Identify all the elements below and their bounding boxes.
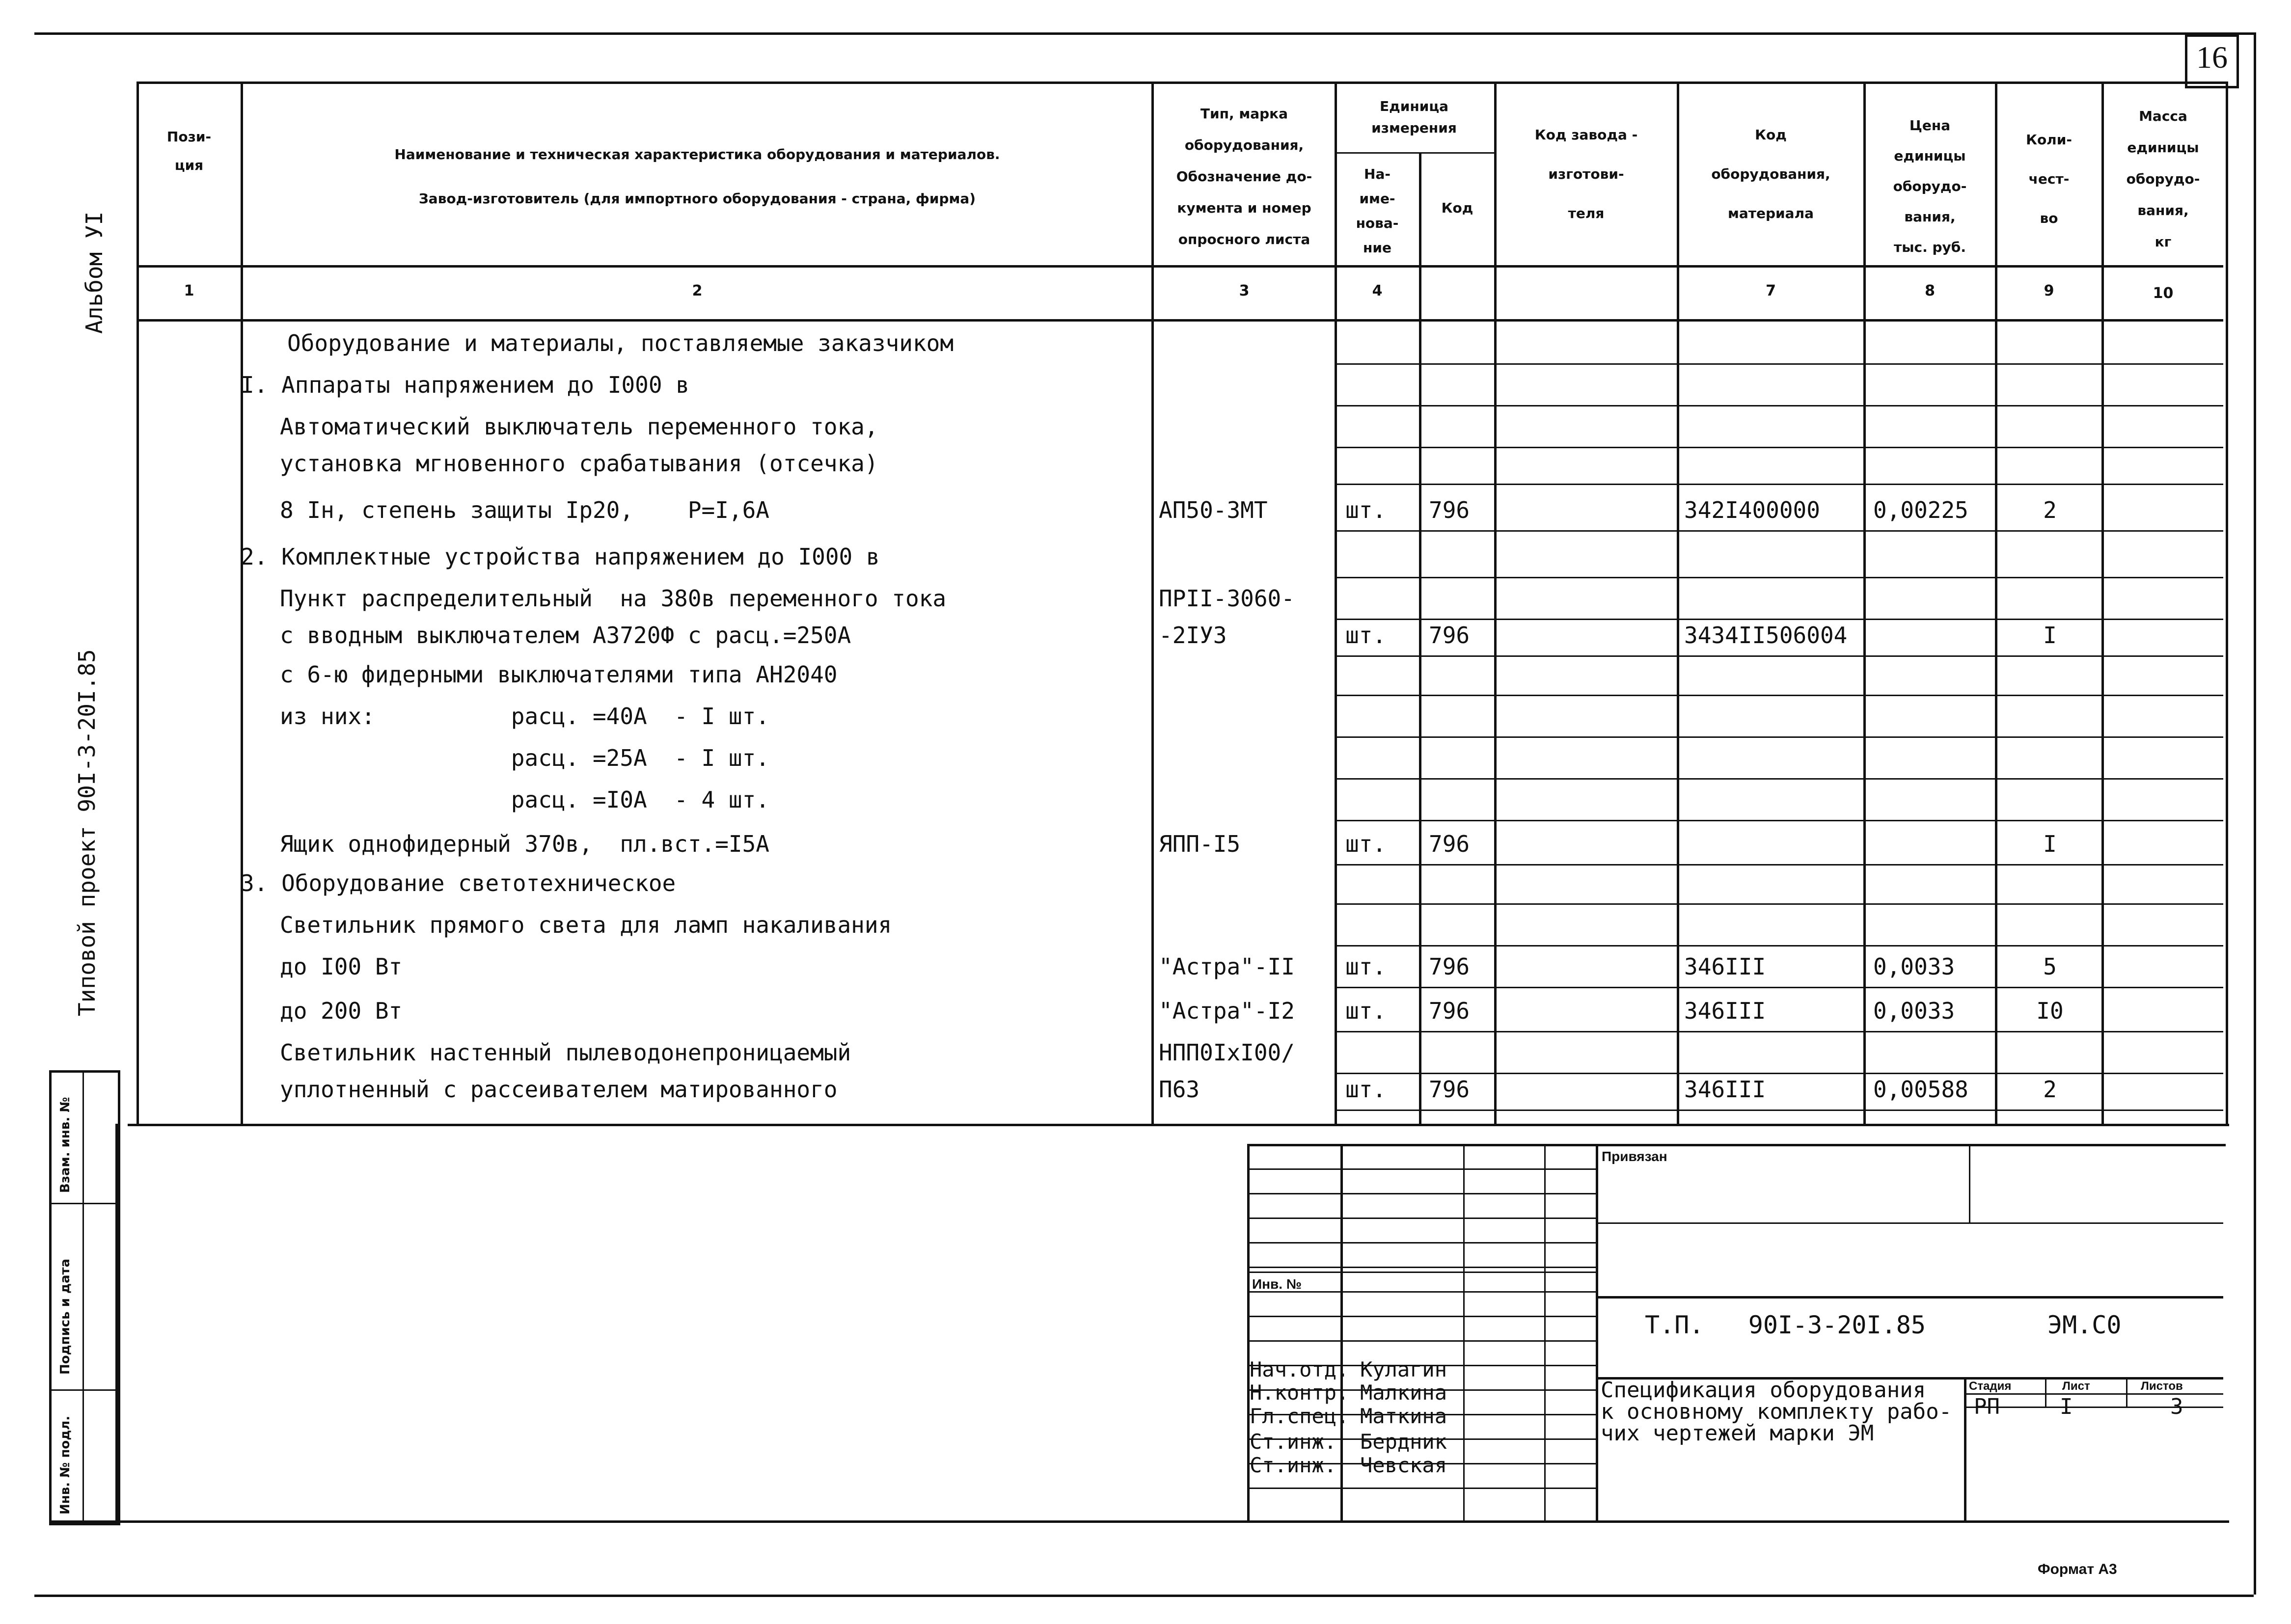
row-line — [1335, 530, 2223, 532]
cell-name: I. Аппараты напряжением до I000 в — [241, 372, 689, 398]
tb-inv-line — [1247, 1272, 1596, 1273]
frame-top-line — [34, 32, 2254, 35]
tb-privyazan-line — [1596, 1222, 2223, 1224]
header-mass: Масса единицы оборудо- вания, кг — [2126, 108, 2200, 250]
cell-price: 0,0033 — [1873, 998, 1955, 1024]
cell-name: 2. Комплектные устройства напряжением до I000 в — [241, 543, 880, 570]
row-line — [1335, 1073, 2223, 1074]
col-number-7: 7 — [1766, 282, 1776, 299]
row-line — [1335, 447, 2223, 448]
frame-bottom-line — [34, 1595, 2254, 1597]
row-line — [1335, 695, 2223, 696]
row-line — [1335, 945, 2223, 947]
tb-stage-line2 — [1964, 1407, 2223, 1408]
tb-signature-name: Маткина — [1360, 1404, 1447, 1428]
cell-unit: шт. — [1345, 497, 1387, 523]
header-factory-code: Код завода - изготови- теля — [1534, 127, 1638, 221]
tb-stage-label: Стадия — [1969, 1380, 2012, 1393]
project-label: Типовой проект 90I-3-20I.85 — [74, 649, 100, 1016]
cell-unit: шт. — [1345, 953, 1387, 980]
tb-signature-name: Бердник — [1360, 1430, 1447, 1454]
tb-signature-role: Гл.спец. — [1250, 1404, 1349, 1428]
cell-code: 342I400000 — [1684, 497, 1820, 523]
row-line — [1335, 577, 2223, 578]
tb-sheet-value: I — [2060, 1394, 2073, 1419]
table-bottom-line — [128, 1124, 2229, 1126]
col-sep-1 — [241, 81, 243, 1124]
tb-signature-role: Н.контр. — [1250, 1380, 1349, 1405]
tb-signature-role: Нач.отд. — [1250, 1357, 1349, 1381]
tb-sheet-sep — [2045, 1377, 2046, 1407]
row-line — [1335, 405, 2223, 406]
tb-grid-line — [1247, 1340, 1596, 1342]
cell-qty: I — [2043, 831, 2057, 857]
cell-unit-code: 796 — [1429, 622, 1470, 649]
cell-name: уплотненный с рассеивателем матированного — [280, 1076, 838, 1103]
cell-type: "Астра"-II — [1159, 953, 1295, 980]
cell-name: до 200 Вт — [280, 998, 403, 1024]
cell-price: 0,0033 — [1873, 953, 1955, 980]
row-line — [1335, 1110, 2223, 1111]
cell-unit: шт. — [1345, 1076, 1387, 1103]
row-line — [1335, 655, 2223, 657]
col-number-10: 10 — [2153, 285, 2174, 302]
cell-name: 3. Оборудование светотехническое — [241, 870, 676, 896]
row-line — [1335, 619, 2223, 620]
numbers-bottom-line — [136, 319, 2223, 322]
cell-type: -2IУ3 — [1159, 622, 1227, 649]
tb-title: Спецификация оборудования к основному комплекту рабо- чих чертежей марки ЭМ — [1601, 1378, 1952, 1446]
tb-signature-name: Малкина — [1360, 1380, 1447, 1405]
header-bottom-line — [136, 265, 2223, 268]
tb-sheets-sep — [2126, 1377, 2127, 1407]
cell-qty: 2 — [2043, 497, 2057, 523]
header-equipment-code: Код оборудования, материала — [1711, 127, 1830, 221]
tb-signature-role: Ст.инж. — [1250, 1453, 1337, 1477]
tb-signature-role: Ст.инж. — [1250, 1430, 1337, 1454]
cell-code: 346III — [1684, 998, 1766, 1024]
cell-unit-code: 796 — [1429, 953, 1470, 980]
cell-code: 346III — [1684, 953, 1766, 980]
header-type: Тип, марка оборудования, Обозначение до- кумента и номер опросного листа — [1176, 106, 1312, 247]
cell-type: ЯПП-I5 — [1159, 831, 1241, 857]
cell-unit: шт. — [1345, 622, 1387, 649]
row-line — [1335, 864, 2223, 866]
cell-type: АП50-3МТ — [1159, 497, 1268, 523]
cell-qty: I0 — [2036, 998, 2064, 1024]
tb-signature-name: Кулагин — [1360, 1357, 1447, 1381]
cell-name: Оборудование и материалы, поставляемые заказчиком — [287, 330, 954, 356]
cell-name: из них: расц. =40А - I шт. — [280, 703, 769, 730]
cell-code: 346III — [1684, 1076, 1766, 1103]
page-number: 16 — [2196, 40, 2228, 75]
cell-qty: 5 — [2043, 953, 2057, 980]
tb-doc-code: Т.П. 90I-3-20I.85 — [1645, 1311, 1926, 1339]
cell-name: Пункт распределительный на 380в переменного тока — [280, 585, 947, 612]
table-left-line — [136, 81, 139, 1124]
cell-code: 3434II506004 — [1684, 622, 1848, 649]
side-stamp-sep — [82, 1070, 84, 1520]
tb-grid-line — [1247, 1193, 1596, 1194]
cell-name: с 6-ю фидерными выключателями типа АН2040 — [280, 661, 838, 688]
header-position: Пози- ция — [166, 129, 212, 173]
tb-grid-line — [1247, 1168, 1596, 1170]
row-line — [1335, 987, 2223, 988]
cell-unit-code: 796 — [1429, 497, 1470, 523]
tb-grid-line — [1247, 1316, 1596, 1317]
row-line — [1335, 778, 2223, 780]
tb-signature-name: Чевская — [1360, 1453, 1447, 1477]
cell-name: Светильник настенный пылеводонепроницаемый — [280, 1039, 851, 1066]
col-sep-5 — [1494, 81, 1497, 1124]
row-line — [1335, 1031, 2223, 1032]
stamp-inv-podl: Инв. № подл. — [58, 1415, 73, 1515]
row-line — [1335, 903, 2223, 905]
tb-sheet-label: Лист — [2062, 1380, 2090, 1393]
header-price: Цена единицы оборудо- вания, тыс. руб. — [1893, 117, 1967, 255]
cell-qty: I — [2043, 622, 2057, 649]
cell-price: 0,00588 — [1873, 1076, 1968, 1103]
tb-grid-line — [1247, 1218, 1596, 1219]
row-line — [1335, 363, 2223, 365]
tb-privyazan-label: Привязан — [1602, 1149, 1667, 1164]
cell-name: расц. =25А - I шт. — [280, 745, 769, 771]
tb-stage-line1 — [1964, 1393, 2223, 1395]
stamp-vzam-inv: Взам. инв. № — [58, 1097, 73, 1193]
cell-type: П63 — [1159, 1076, 1200, 1103]
tb-sep-d — [1596, 1144, 1598, 1520]
cell-name: расц. =I0А - 4 шт. — [280, 786, 769, 813]
tb-grid-line — [1247, 1267, 1596, 1268]
side-stamp-line2 — [49, 1389, 115, 1391]
row-line — [1335, 820, 2223, 821]
header-name: Наименование и техническая характеристика оборудования и материалов. Завод-изготовитель (для импортного оборудования - страна, фирма) — [394, 146, 1000, 207]
cell-unit-code: 796 — [1429, 998, 1470, 1024]
album-label: Альбом УI — [81, 211, 108, 334]
cell-name: 8 Iн, степень защиты Iр20, Р=I,6А — [280, 497, 769, 523]
tb-inv-label: Инв. № — [1252, 1276, 1302, 1292]
cell-unit-code: 796 — [1429, 1076, 1470, 1103]
col-number-2: 2 — [692, 282, 703, 299]
cell-price: 0,00225 — [1873, 497, 1968, 523]
cell-unit: шт. — [1345, 831, 1387, 857]
stamp-signature-date: Подпись и дата — [58, 1258, 73, 1375]
header-unit-name: На- име- нова- ние — [1356, 166, 1399, 256]
cell-unit-code: 796 — [1429, 831, 1470, 857]
tb-sheets-label: Листов — [2141, 1380, 2183, 1393]
row-line — [1335, 484, 2223, 485]
header-unit-code: Код — [1441, 200, 1473, 216]
col-sep-4 — [1419, 152, 1421, 1124]
header-quantity: Коли- чест- во — [2026, 132, 2072, 226]
col-number-4: 4 — [1372, 282, 1383, 299]
cell-type: НПП0IхI00/ — [1159, 1039, 1295, 1066]
row-line — [1335, 736, 2223, 738]
tb-sheets-value: 3 — [2170, 1394, 2183, 1419]
col-number-8: 8 — [1925, 282, 1935, 299]
col-number-9: 9 — [2044, 282, 2054, 299]
tb-mark: ЭМ.С0 — [2047, 1311, 2122, 1339]
tb-stage-sep — [1964, 1377, 1966, 1520]
col-number-1: 1 — [184, 282, 194, 299]
side-stamp-line1 — [49, 1203, 115, 1204]
col-sep-6 — [1677, 81, 1679, 1124]
cell-name: с вводным выключателем А3720Ф с расц.=250А — [280, 622, 851, 649]
header-unit-group: Единица измерения — [1371, 98, 1457, 136]
cell-name: Ящик однофидерный 370в, пл.вст.=I5А — [280, 831, 769, 857]
tb-grid-line — [1247, 1242, 1596, 1244]
col-number-3: 3 — [1239, 282, 1250, 299]
cell-name: установка мгновенного срабатывания (отсечка) — [280, 450, 878, 477]
cell-unit: шт. — [1345, 998, 1387, 1024]
cell-name: Светильник прямого света для ламп накаливания — [280, 912, 892, 938]
cell-name: Автоматический выключатель переменного тока, — [280, 413, 878, 440]
tb-sep-e — [1969, 1144, 1970, 1222]
cell-qty: 2 — [2043, 1076, 2057, 1103]
cell-type: ПРII-3060- — [1159, 585, 1295, 612]
format-label: Формат А3 — [2038, 1561, 2117, 1577]
cell-type: "Астра"-I2 — [1159, 998, 1295, 1024]
unit-group-line — [1335, 152, 1494, 154]
tb-grid-line — [1247, 1488, 1596, 1489]
cell-name: до I00 Вт — [280, 953, 403, 980]
frame-right-line — [2254, 32, 2256, 1595]
tb-code-top — [1596, 1296, 2223, 1299]
tb-stage-value: РП — [1974, 1394, 2000, 1419]
